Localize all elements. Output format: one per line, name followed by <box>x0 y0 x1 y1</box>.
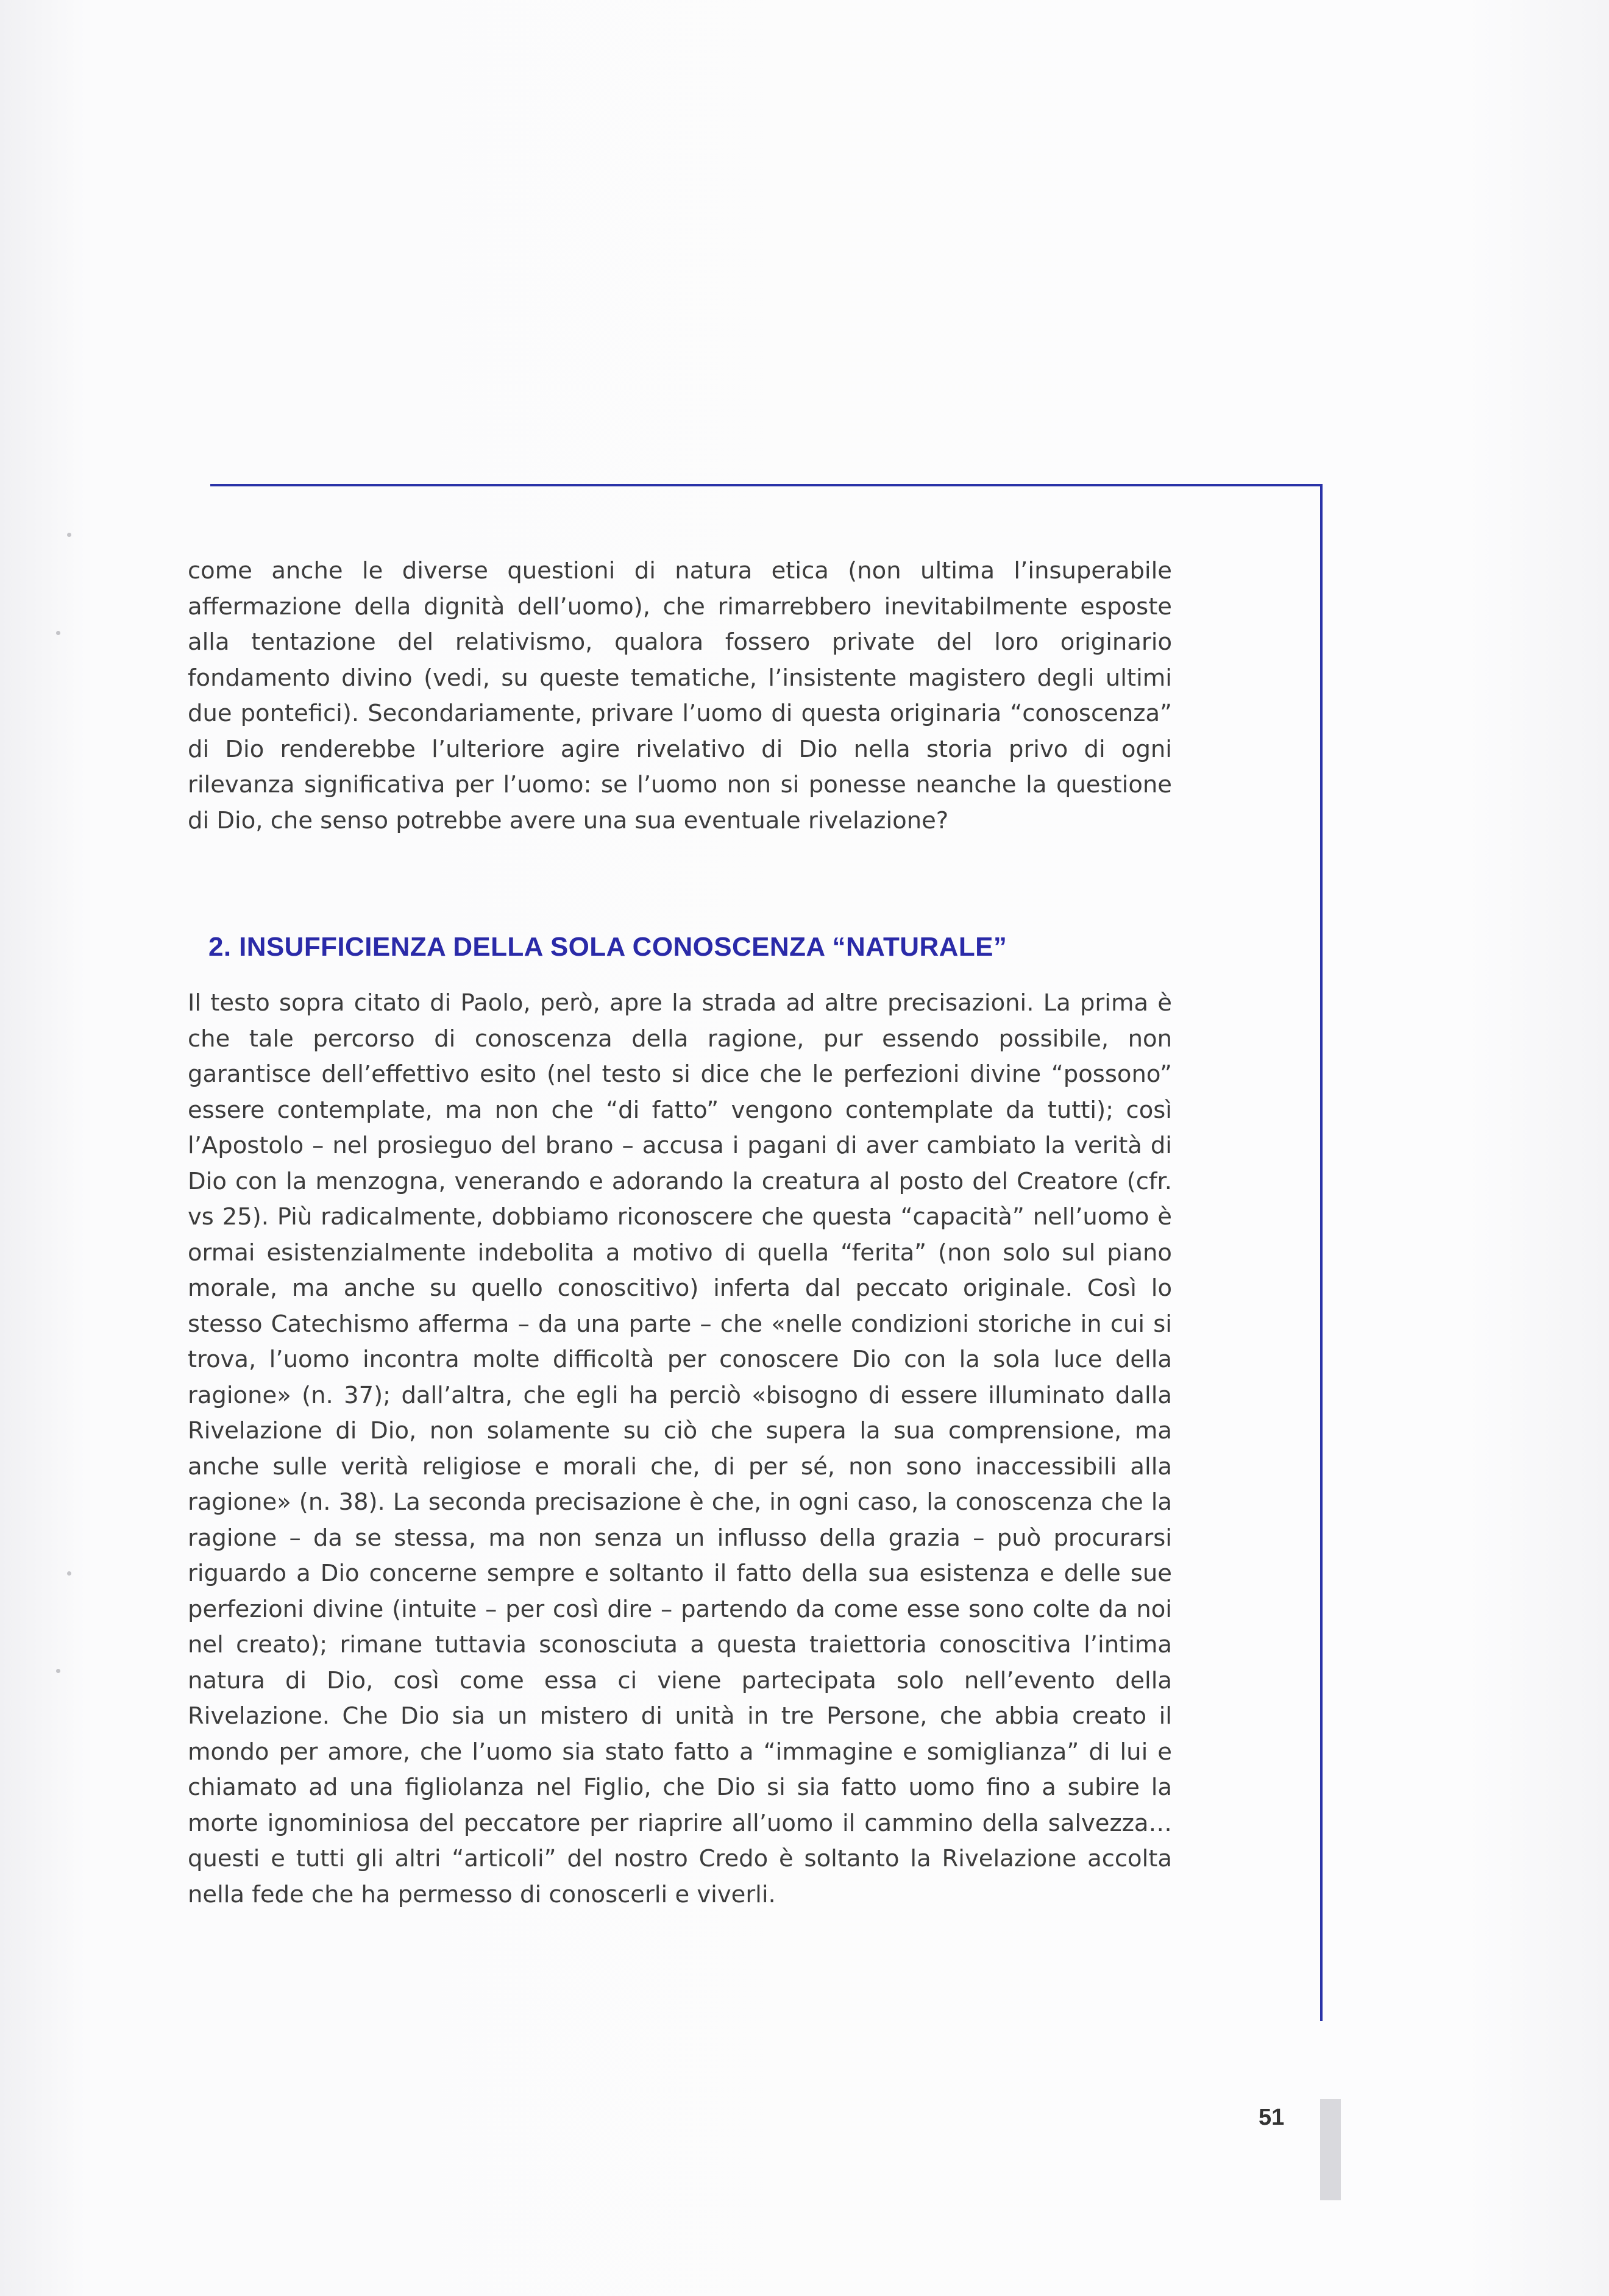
frame-top-rule <box>210 484 1323 486</box>
page-number: 51 <box>1259 2105 1285 2130</box>
binder-hole <box>67 1571 71 1576</box>
binder-hole <box>67 533 71 537</box>
frame-right-rule <box>1320 484 1323 2021</box>
binder-hole <box>56 1669 60 1673</box>
intro-paragraph-text: come anche le diverse questioni di natura etica (non ultima l’insuperabile affermazione della dignità dell’uomo), che rimarrebbero inevitabilmente esposte alla tentazione del relativismo, qualora fossero private del loro originario fondamento divino (vedi, su queste tematiche, l’insistente magistero degli ultimi due pontefici). Secondariamente, privare l’uomo di questa originaria “conoscenza” di Dio renderebbe l’ulteriore agire rivelativo di Dio nella storia privo di ogni rilevanza significativa per l’uomo: se l’uomo non si ponesse neanche la questione di Dio, che senso potrebbe avere una sua eventuale rivelazione? <box>188 557 1172 834</box>
intro-paragraph <box>188 553 1172 839</box>
binder-hole <box>56 631 60 635</box>
section-paragraph-text: Il testo sopra citato di Paolo, però, apre la strada ad altre precisazioni. La prima è che tale percorso di conoscenza della ragione, pur essendo possibile, non garantisce dell’effettivo esito (nel testo si dice che le perfezioni divine “possono” essere contemplate, ma non che “di fatto” vengono contemplate da tutti); così l’Apostolo – nel prosieguo del brano – accusa i pagani di aver cambiato la verità di Dio con la menzogna, venerando e adorando la creatura al posto del Creatore (cfr. vs 25). Più radicalmente, dobbiamo riconoscere che questa “capacità” nell’uomo è ormai esistenzialmente indebolita a motivo di quella “ferita” (non solo sul piano morale, ma anche su quello conoscitivo) inferta dal peccato originale. Così lo stesso Catechismo afferma – da una parte – che «nelle condizioni storiche in cui si trova, l’uomo incontra molte difficoltà per conoscere Dio con la sola luce della ragione» (n. 37); dall’altra, che egli ha perciò «bisogno di essere illuminato dalla Rivelazione di Dio, non solamente su ciò che supera la sua comprensione, ma anche sulle verità religiose e morali che, di per sé, non sono inaccessibili alla ragione» (n. 38). La seconda precisazione è che, in ogni caso, la conoscenza che la ragione – da se stessa, ma non senza un influsso della grazia – può procurarsi riguardo a Dio concerne sempre e soltanto il fatto della sua esistenza e delle sue perfezioni divine (intuite – per così dire – partendo da come esse sono colte da noi nel creato); rimane tuttavia sconosciuta a questa traiettoria conoscitiva l’intima natura di Dio, così come essa ci viene partecipata solo nell’evento della Rivelazione. Che Dio sia un mistero di unità in tre Persone, che abbia creato il mondo per amore, che l’uomo sia stato fatto a “immagine e somiglianza” di lui e chiamato ad una figliolanza nel Figlio, che Dio si sia fatto uomo fino a subire la morte ignominiosa del peccatore per riaprire all’uomo il cammino della salvezza…questi e tutti gli altri “articoli” del nostro Credo è soltanto la Rivelazione accolta nella fede che ha permesso di conoscerli e viverli. <box>188 989 1172 1908</box>
section-paragraph <box>188 986 1172 1913</box>
section-heading: 2. INSUFFICIENZA DELLA SOLA CONOSCENZA “NATURALE” <box>208 931 1007 962</box>
page-thumb-tab <box>1320 2099 1341 2200</box>
